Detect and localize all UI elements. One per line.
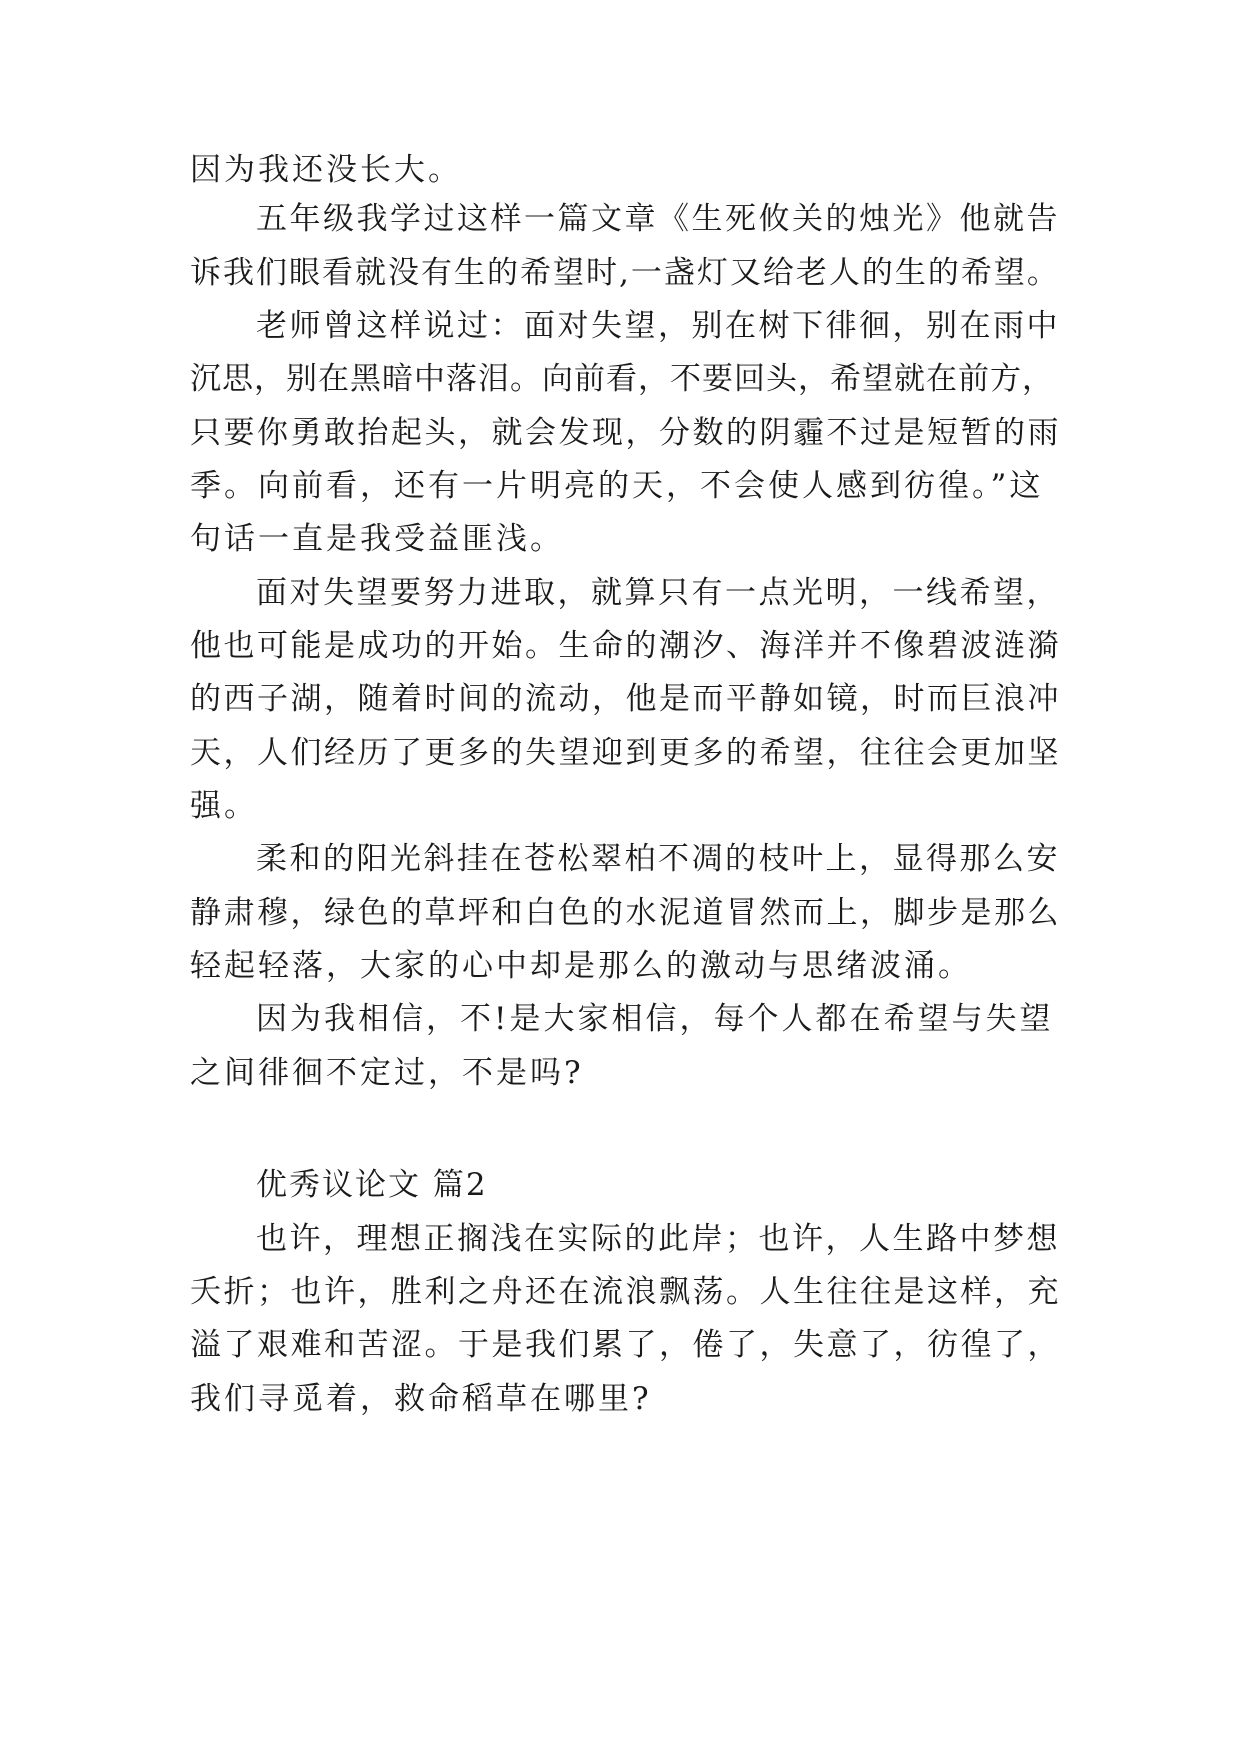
text-line: 强。	[190, 788, 258, 824]
text-line: 之间徘徊不定过，不是吗?	[190, 1055, 584, 1091]
section-heading: 优秀议论文 篇2	[256, 1167, 488, 1203]
text-line: 天，人们经历了更多的失望迎到更多的希望，往往会更加坚	[190, 735, 1061, 771]
paragraph-first-line: 也许，理想正搁浅在实际的此岸；也许，人生路中梦想	[256, 1221, 1060, 1257]
paragraph-first-line: 因为我相信，不!是大家相信，每个人都在希望与失望	[256, 1001, 1054, 1037]
paragraph-first-line: 五年级我学过这样一篇文章《生死攸关的烛光》他就告	[256, 201, 1060, 237]
text-line: 因为我还没长大。	[190, 152, 462, 188]
text-line: 的西子湖，随着时间的流动，他是而平静如镜，时而巨浪冲	[190, 681, 1061, 717]
text-line: 句话一直是我受益匪浅。	[190, 521, 564, 557]
text-line: 夭折；也许，胜利之舟还在流浪飘荡。人生往往是这样，充	[190, 1274, 1061, 1310]
text-line: 我们寻觅着，救命稻草在哪里?	[190, 1381, 652, 1417]
text-line: 沉思，别在黑暗中落泪。向前看，不要回头，希望就在前方，	[190, 361, 1054, 397]
paragraph-first-line: 面对失望要努力进取，就算只有一点光明，一线希望，	[256, 575, 1060, 611]
text-line: 季。向前看，还有一片明亮的天，不会使人感到彷徨。”这	[190, 468, 1044, 504]
paragraph-first-line: 柔和的阳光斜挂在苍松翠柏不凋的枝叶上，显得那么安	[256, 841, 1060, 877]
text-line: 他也可能是成功的开始。生命的潮汐、海洋并不像碧波涟漪	[190, 628, 1061, 664]
text-line: 诉我们眼看就没有生的希望时,一盏灯又给老人的生的希望。	[190, 255, 1060, 291]
text-line: 静肃穆，绿色的草坪和白色的水泥道冒然而上，脚步是那么	[190, 895, 1061, 931]
text-line: 轻起轻落，大家的心中却是那么的激动与思绪波涌。	[190, 948, 972, 984]
text-line: 只要你勇敢抬起头，就会发现，分数的阴霾不过是短暂的雨	[190, 415, 1061, 451]
paragraph-first-line: 老师曾这样说过：面对失望，别在树下徘徊，别在雨中	[256, 308, 1060, 344]
text-line: 溢了艰难和苦涩。于是我们累了，倦了，失意了，彷徨了，	[190, 1327, 1061, 1363]
